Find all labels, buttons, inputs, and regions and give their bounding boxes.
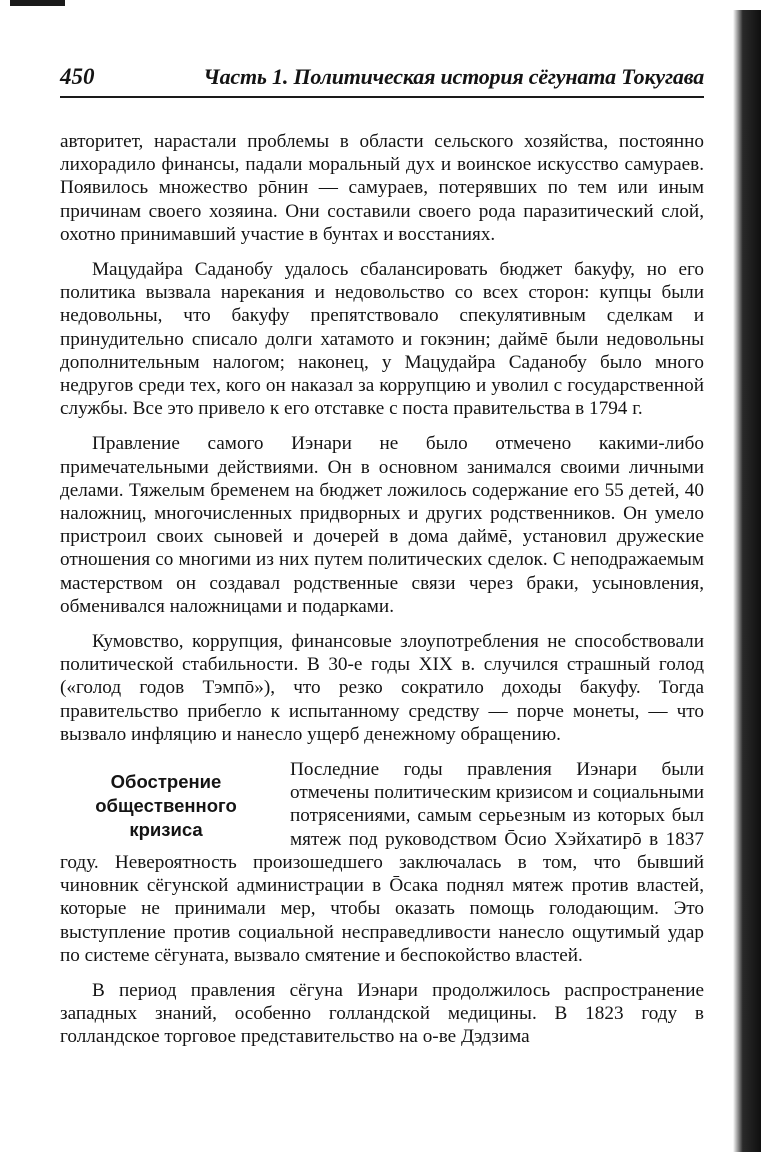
paragraph: Правление самого Иэнари не было отмечено какими-либо примечательными действиями. Он в основном занимался своими личными делами. Тяжелым бременем на бюджет ложилось содержание его 55 детей, 40 наложниц, многочисленных придворных и других родственников. Он умело пристроил своих сыновей и дочерей в дома даймē, установил дружеские отношения со многими из них путем политических сделок. С неподражаемым мастерством он создавал родственные связи через браки, усыновления, обменивался наложницами и подарками. — [60, 433, 704, 617]
page-body — [60, 130, 704, 1061]
paragraph: Мацудайра Саданобу удалось сбалансировать бюджет бакуфу, но его политика вызвала нарекания и недовольство со всех сторон: купцы были недовольны, что бакуфу препятствовало спекулятивным сделкам и принудительно списало долги хатамото и гокэнин; даймē были недовольны дополнительным налогом; наконец, у Мацудайра Саданобу было много недругов среди тех, кого он наказал за коррупцию и уволил с государственной службы. Все это привело к его отставке с поста правительства в 1794 г. — [60, 259, 704, 420]
scan-shadow-edge — [733, 10, 761, 1152]
section-paragraph: Последние годы правления Иэнари были отмечены политическим кризисом и социальными потрясениями, самым серьезным из которых был мятеж под руководством Ōсио Хэйхатирō в 1837 году. Невероятность произошедшего заключалась в том, что бывший чиновник сёгунской администрации в Ōсака поднял мятеж против властей, которые не принимали мер, чтобы оказать помощь голодающим. Это выступление против социальной несправедливости нанесло ощутимый удар по системе сёгуната, вызвало смятение и беспокойство властей. — [60, 759, 704, 966]
section-side-heading: Обострение общественного кризиса — [95, 771, 237, 841]
scan-edge-mark — [10, 0, 65, 6]
paragraph: авторитет, нарастали проблемы в области сельского хозяйства, постоянно лихорадило финансы, падали моральный дух и воинское искусство самураев. Появилось множество рōнин — самураев, потерявших по тем или иным причинам своего хозяина. Они составили своего рода паразитический слой, охотно принимавший участие в бунтах и восстаниях. — [60, 131, 704, 245]
paragraph: Кумовство, коррупция, финансовые злоупотребления не способствовали политической стабильности. В 30-е годы XIX в. случился страшный голод («голод годов Тэмпō»), что резко сократило доходы бакуфу. Тогда правительство прибегло к испытанному средству — порче монеты, — что вызвало инфляцию и нанесло ущерб денежному обращению. — [60, 631, 704, 745]
page-number: 450 — [60, 64, 95, 89]
paragraph: В период правления сёгуна Иэнари продолжилось распространение западных знаний, особенно голландской медицины. В 1823 году в голландское торговое представительство на о-ве Дэдзима — [60, 979, 704, 1048]
page-header — [60, 62, 704, 98]
running-title: Часть 1. Политическая история сёгуната Токугава — [203, 64, 704, 89]
